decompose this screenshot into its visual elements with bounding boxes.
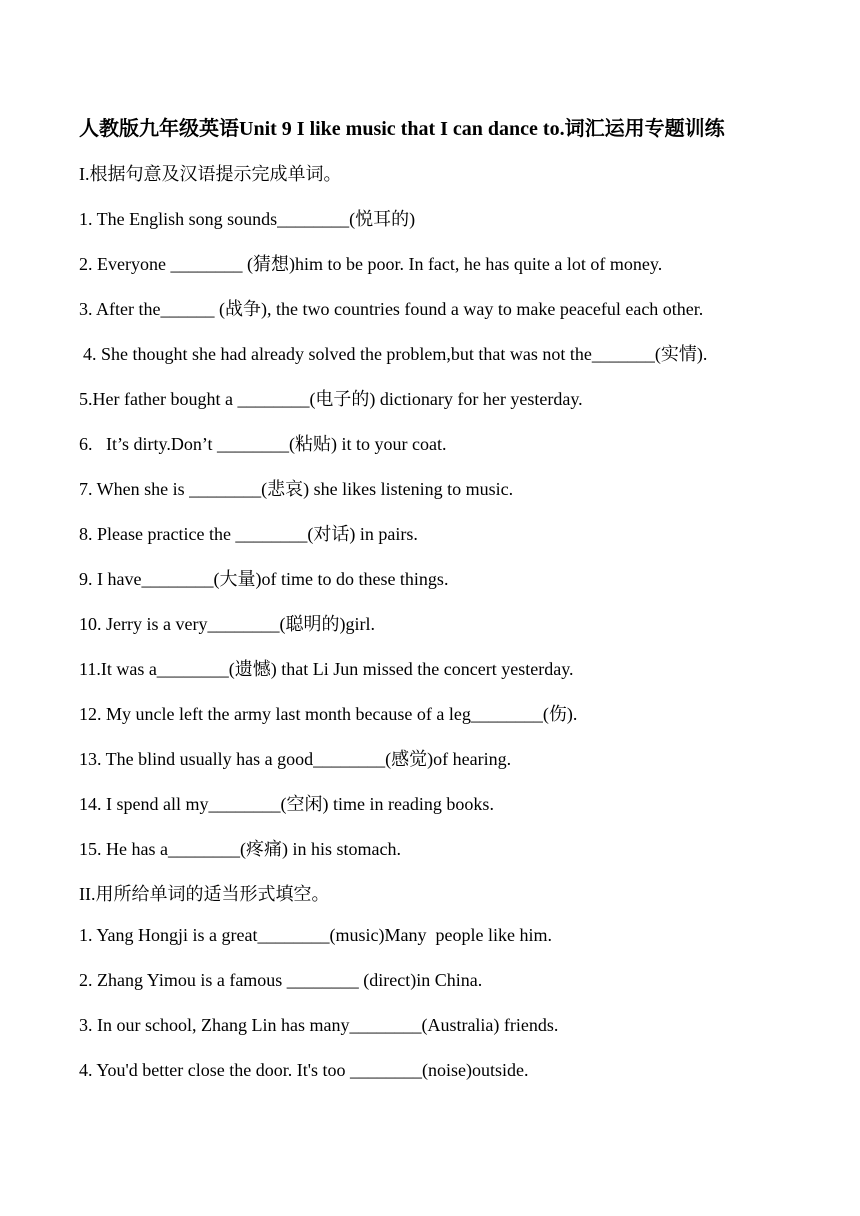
question-1-7: 7. When she is ________(悲哀) she likes listening to music. <box>79 479 514 499</box>
question-1-3: 3. After the______ (战争), the two countries found a way to make peaceful each other. <box>79 299 704 319</box>
question-1-6: 6. It’s dirty.Don’t ________(粘贴) it to your coat. <box>79 434 447 454</box>
question-2-1: 1. Yang Hongji is a great________(music)Many people like him. <box>79 925 552 945</box>
section1-heading: I.根据句意及汉语提示完成单词。 <box>79 164 342 184</box>
question-1-2: 2. Everyone ________ (猜想)him to be poor. In fact, he has quite a lot of money. <box>79 254 663 274</box>
question-1-12: 12. My uncle left the army last month because of a leg________(伤). <box>79 704 578 724</box>
question-1-1: 1. The English song sounds________(悦耳的) <box>79 209 416 229</box>
question-1-8: 8. Please practice the ________(对话) in pairs. <box>79 524 418 544</box>
question-2-2: 2. Zhang Yimou is a famous ________ (direct)in China. <box>79 970 483 990</box>
question-1-14: 14. I spend all my________(空闲) time in reading books. <box>79 794 494 814</box>
document-title: 人教版九年级英语Unit 9 I like music that I can dance to.词汇运用专题训练 <box>79 118 725 140</box>
section2-heading: II.用所给单词的适当形式填空。 <box>79 884 330 904</box>
question-1-10: 10. Jerry is a very________(聪明的)girl. <box>79 614 375 634</box>
question-1-4: 4. She thought she had already solved the problem,but that was not the_______(实情). <box>83 344 708 364</box>
question-2-3: 3. In our school, Zhang Lin has many________(Australia) friends. <box>79 1015 559 1035</box>
question-1-5: 5.Her father bought a ________(电子的) dictionary for her yesterday. <box>79 389 583 409</box>
question-1-15: 15. He has a________(疼痛) in his stomach. <box>79 839 401 859</box>
question-1-11: 11.It was a________(遗憾) that Li Jun missed the concert yesterday. <box>79 659 574 679</box>
question-1-13: 13. The blind usually has a good________(感觉)of hearing. <box>79 749 512 769</box>
question-2-4: 4. You'd better close the door. It's too ________(noise)outside. <box>79 1060 529 1080</box>
question-1-9: 9. I have________(大量)of time to do these things. <box>79 569 449 589</box>
